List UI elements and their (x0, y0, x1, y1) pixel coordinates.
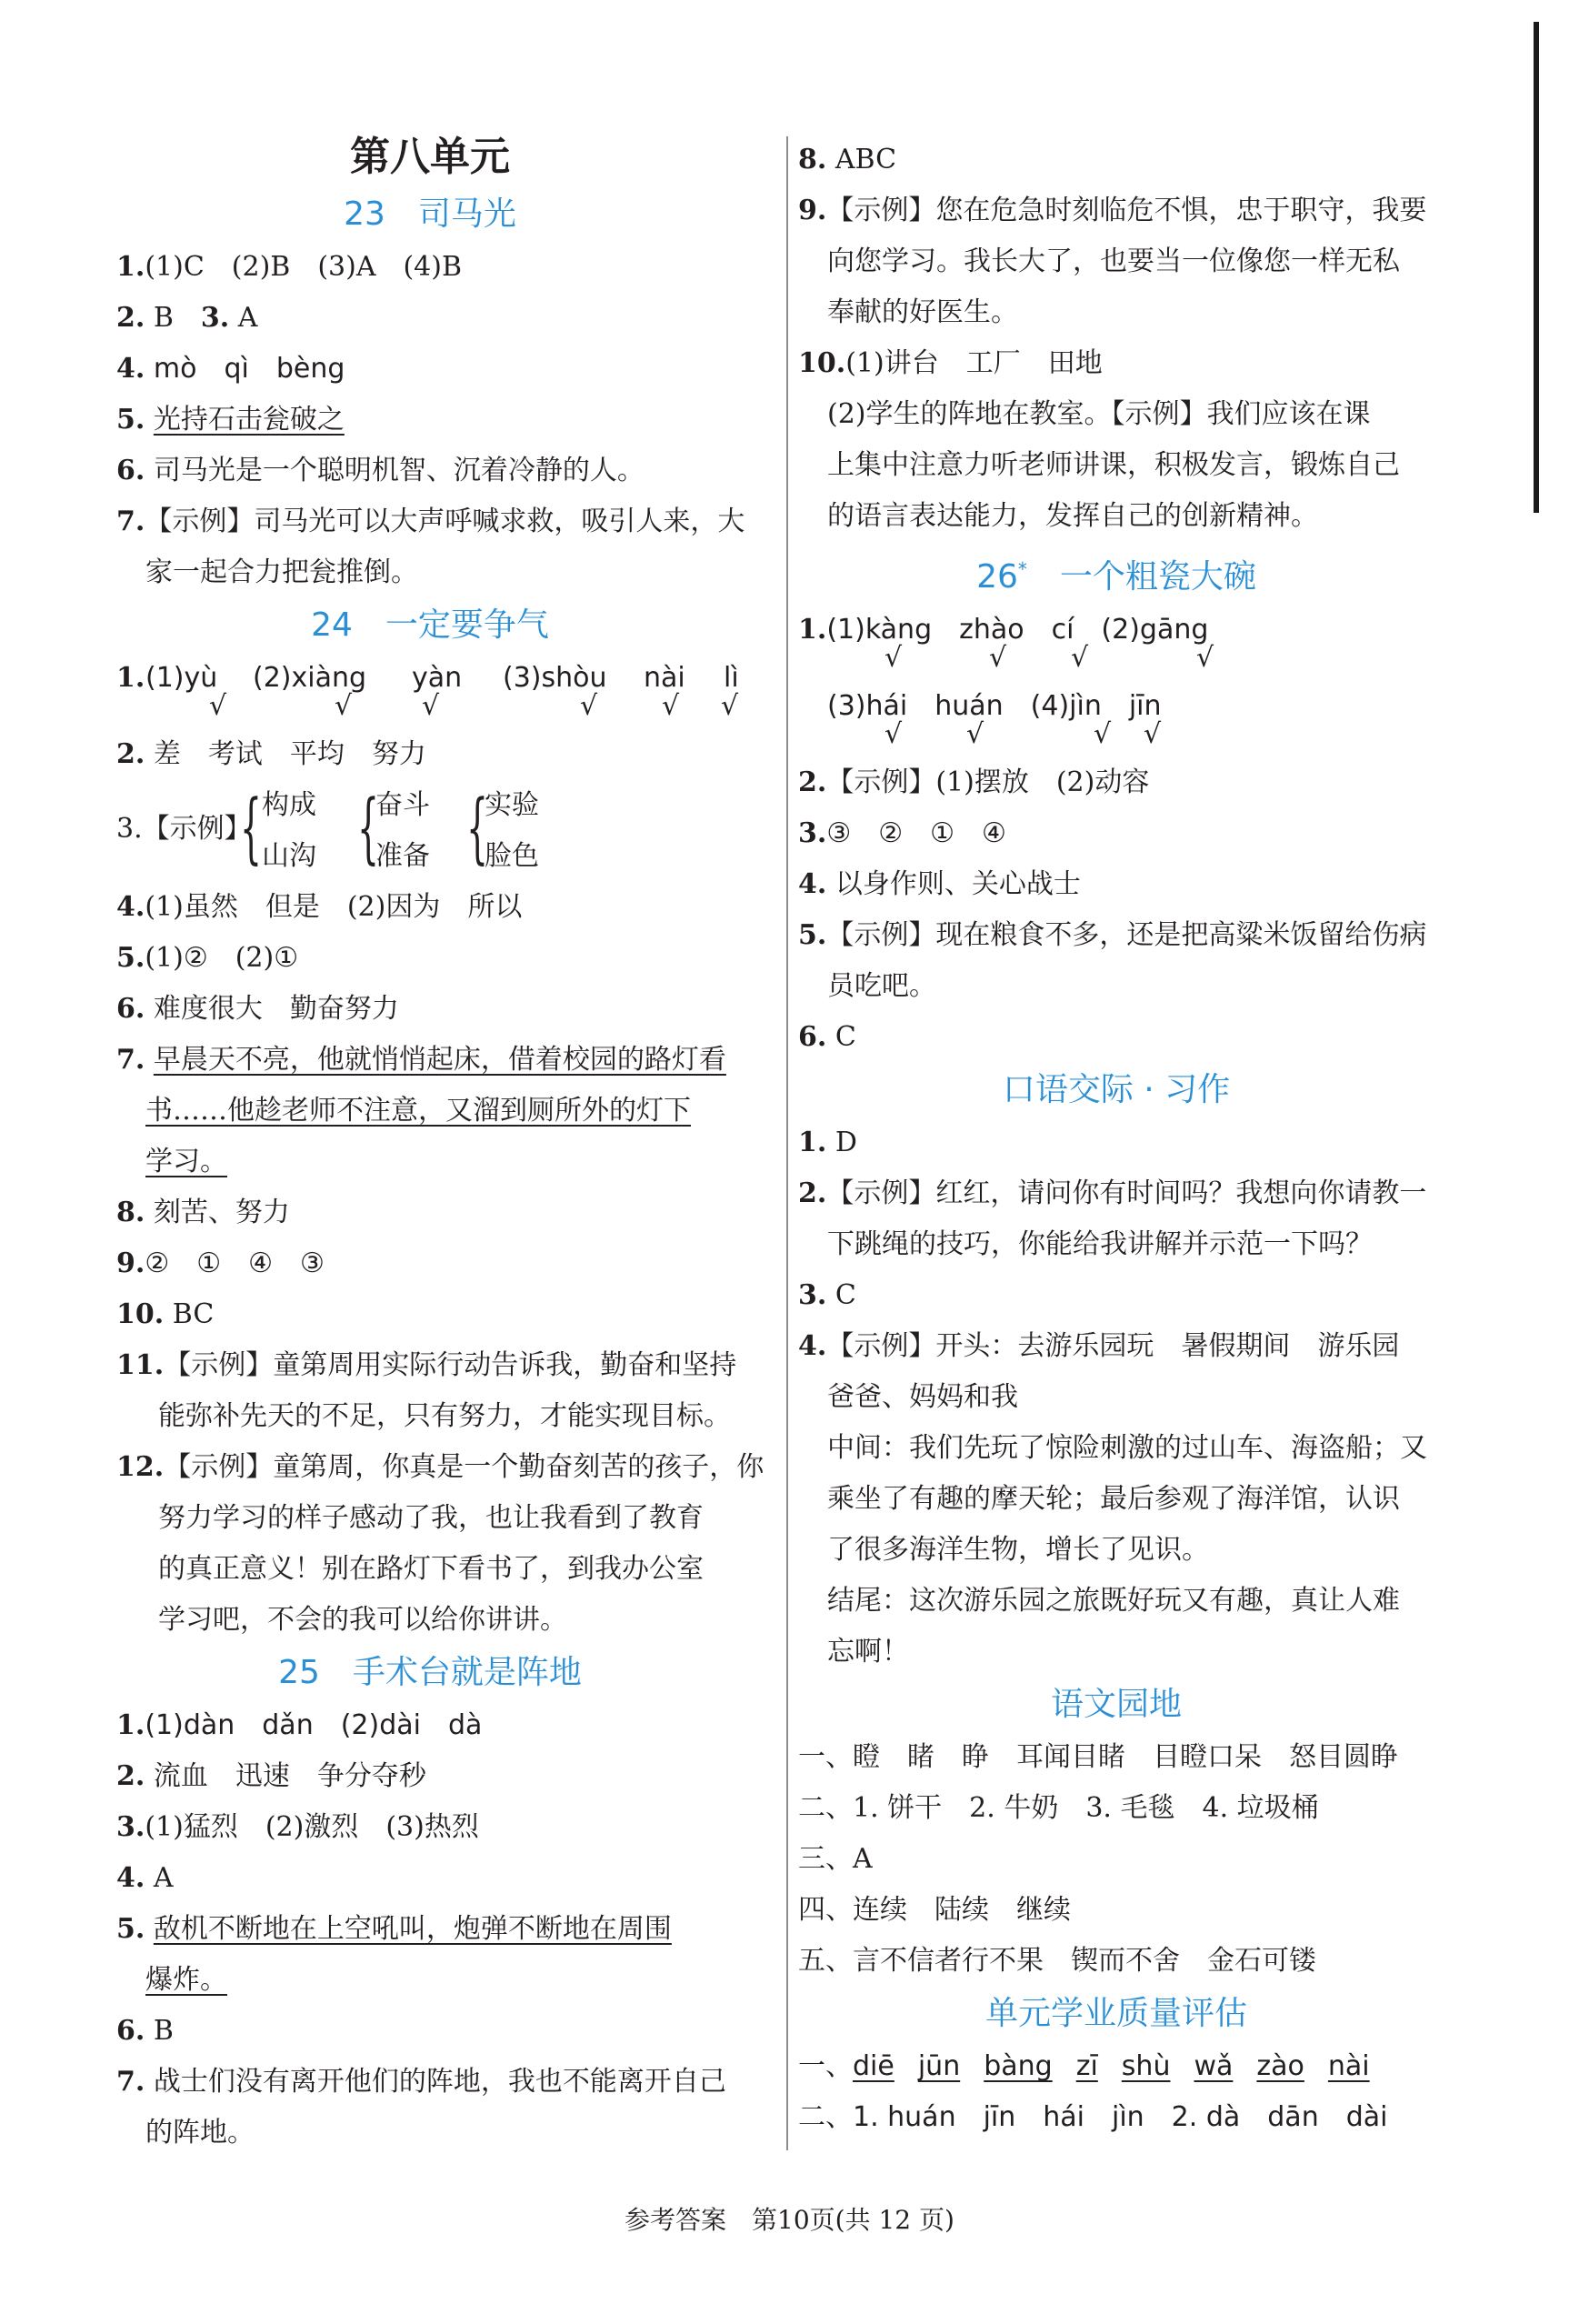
brace-icon: { (240, 783, 263, 872)
oral-q4-cont1: 爸爸、妈妈和我 (827, 1381, 1018, 1413)
l26-q6-text: C (834, 1021, 856, 1053)
oral-q3: 3. C (798, 1279, 856, 1311)
l24-q2: 2. 差 考试 平均 努力 (116, 738, 426, 770)
lesson-26-name: 一个粗瓷大碗 (1059, 558, 1256, 596)
l24-q2-text: 差 考试 平均 努力 (153, 738, 426, 770)
l26-q2: 2.【示例】(1)摆放 (2)动容 (798, 766, 1150, 798)
l26-q1-line1: (1)kàng zhào cí (2)gāng (826, 614, 1209, 646)
oral-q4-cont5: 结尾：这次游乐园之旅既好玩又有趣，真让人难 (827, 1585, 1400, 1617)
l24-q3-group-3: 实验 脸色 (485, 789, 539, 872)
l24-q5-text: (1)② (2)① (145, 942, 299, 974)
l24-q7-cont2 (116, 1137, 780, 1187)
oral-q3-text: C (834, 1279, 856, 1311)
l24-q1-py-3: yàn (412, 662, 463, 694)
l24-q9: 9.② ① ④ ③ (116, 1247, 325, 1279)
oral-q4-cont4: 了很多海洋生物，增长了见识。 (827, 1534, 1209, 1566)
l24-q3-group-1: 构成 山沟 (262, 789, 316, 872)
l25-q8-text: ABC (834, 144, 897, 175)
l24-q12: 12.【示例】童第周，你真是一个勤奋刻苦的孩子，你 (116, 1451, 765, 1483)
l24-q7-line1: 早晨天不亮，他就悄悄起床，借着校园的路灯看 (153, 1044, 726, 1076)
oral-q4-cont6: 忘啊！ (827, 1636, 909, 1668)
l23-q2-text: B (153, 302, 174, 334)
l23-q5: 5. 光持石击瓮破之 (116, 404, 345, 436)
l24-q7-cont (116, 1086, 780, 1137)
eval-s1 (798, 2041, 1471, 2092)
l25-q1: 1.(1)dàn dǎn (2)dài dà (116, 1709, 483, 1741)
l25-q1-text: (1)dàn dǎn (2)dài dà (145, 1709, 483, 1741)
check-mark: √ (209, 690, 227, 722)
l25-q5: 5. 敌机不断地在上空吼叫，炮弹不断地在周围 (116, 1913, 672, 1945)
l25-q10-cont1: (2)学生的阵地在教室。【示例】我们应该在课 (827, 398, 1371, 430)
page-edge-bar (1534, 22, 1539, 513)
l26-q6: 6. C (798, 1021, 856, 1053)
l26-q1: 1.(1)kàng zhào cí (2)gāng (798, 614, 1209, 646)
l24-q8-text: 刻苦、努力 (153, 1197, 290, 1228)
l24-q6-text: 难度很大 勤奋努力 (153, 993, 399, 1025)
l24-q12-cont3: 学习吧，不会的我可以给你讲讲。 (158, 1604, 567, 1636)
check-mark: √ (1196, 642, 1214, 674)
l24-q3-group-2: 奋斗 准备 (375, 789, 430, 872)
l23-q6-text: 司马光是一个聪明机智、沉着冷静的人。 (153, 455, 645, 486)
oral-q2-line1: 【示例】红红，请问你有时间吗？我想向你请教一 (826, 1177, 1427, 1209)
oral-q1-text: D (834, 1127, 857, 1158)
l23-q4: 4. mò qì bèng (116, 353, 345, 385)
l25-q4-text: A (153, 1862, 174, 1894)
lesson-26-number: 26 (976, 558, 1018, 596)
l24-q11-line1: 【示例】童第周用实际行动告诉我，勤奋和坚持 (164, 1349, 737, 1381)
l26-q4-text: 以身作则、关心战士 (834, 868, 1081, 900)
oral-q4: 4.【示例】开头：去游乐园玩 暑假期间 游乐园 (798, 1330, 1400, 1362)
l24-q7: 7. 早晨天不亮，他就悄悄起床，借着校园的路灯看 (116, 1044, 726, 1076)
l25-q9: 9.【示例】您在危急时刻临危不惧，忠于职守，我要 (798, 195, 1427, 226)
l24-q9-text: ② ① ④ ③ (145, 1247, 325, 1279)
l25-q6: 6. B (116, 2015, 174, 2047)
l25-q4: 4. A (116, 1862, 174, 1894)
lesson-25-title: 25 手术台就是阵地 (278, 1654, 582, 1691)
l24-q1-py-5: nài (644, 662, 685, 694)
pinyin-answer: zī (1075, 2050, 1098, 2082)
left-column (116, 127, 780, 2159)
l23-q4-text: mò qì bèng (153, 353, 345, 385)
check-mark: √ (1071, 642, 1089, 674)
l24-q1-py-4: (3)shòu (503, 662, 607, 694)
pinyin-answer: shù (1121, 2050, 1171, 2082)
l24-q7-line2: 书……他趁老师不注意，又溜到厕所外的灯下 (145, 1095, 691, 1127)
l23-q1-text: (1)C (2)B (3)A (4)B (145, 251, 463, 283)
l24-q5: 5.(1)② (2)① (116, 942, 299, 974)
l26-q1-line2: (3)hái huán (4)jìn jīn (827, 690, 1162, 722)
l23-q7-line1: 【示例】司马光可以大声呼喊求救，吸引人来，大 (145, 506, 745, 537)
oral-q4-cont3: 乘坐了有趣的摩天轮；最后参观了海洋馆，认识 (827, 1483, 1400, 1515)
l23-q7-cont: 家一起合力把瓮推倒。 (145, 556, 418, 588)
star-icon: * (1017, 558, 1027, 580)
l25-q9-line1: 【示例】您在危急时刻临危不惧，忠于职守，我要 (826, 195, 1427, 226)
pinyin-answer: zào (1256, 2050, 1304, 2082)
brace-icon: { (466, 783, 489, 872)
l24-q12-cont1: 努力学习的样子感动了我，也让我看到了教育 (158, 1502, 704, 1534)
l25-q3: 3.(1)猛烈 (2)激烈 (3)热烈 (116, 1811, 479, 1843)
l24-q11-cont: 能弥补先天的不足，只有努力，才能实现目标。 (158, 1400, 731, 1432)
check-mark: √ (580, 690, 598, 722)
l24-q12-line1: 【示例】童第周，你真是一个勤奋刻苦的孩子，你 (164, 1451, 765, 1483)
l25-q9-cont2: 奉献的好医生。 (827, 296, 1018, 328)
garden-s4: 四、连续 陆续 继续 (798, 1894, 1071, 1926)
l23-q6: 6. 司马光是一个聪明机智、沉着冷静的人。 (116, 455, 645, 486)
lesson-23-title: 23 司马光 (344, 195, 516, 233)
l23-q7: 7.【示例】司马光可以大声呼喊求救，吸引人来，大 (116, 506, 745, 537)
l26-q1-checks-2 (798, 719, 1471, 750)
check-mark: √ (721, 690, 739, 722)
garden-s5: 五、言不信者行不果 锲而不舍 金石可镂 (798, 1945, 1316, 1977)
l25-q6-text: B (153, 2015, 174, 2047)
eval-s2 (798, 2092, 1471, 2143)
garden-s2: 二、1. 饼干 2. 牛奶 3. 毛毯 4. 垃圾桶 (798, 1792, 1319, 1824)
oral-q4-cont2: 中间：我们先玩了惊险刺激的过山车、海盗船；又 (827, 1432, 1427, 1464)
unit-evaluation-title: 单元学业质量评估 (984, 1995, 1247, 2032)
l24-q4: 4.(1)虽然 但是 (2)因为 所以 (116, 891, 523, 923)
l26-q5-line1: 【示例】现在粮食不多，还是把高粱米饭留给伤病 (826, 919, 1427, 951)
oral-q2: 2.【示例】红红，请问你有时间吗？我想向你请教一 (798, 1177, 1427, 1209)
check-mark: √ (884, 642, 903, 674)
oral-writing-title: 口语交际 · 习作 (1002, 1071, 1231, 1108)
l24-q1-py-2: (2)xiàng (253, 662, 367, 694)
pinyin-answer: wǎ (1194, 2050, 1234, 2082)
brace-icon: { (357, 783, 380, 872)
l24-q1-py-6: lì (724, 662, 739, 694)
l25-q2: 2. 流血 迅速 争分夺秒 (116, 1760, 426, 1792)
oral-q2-cont: 下跳绳的技巧，你能给我讲解并示范一下吗？ (827, 1228, 1373, 1260)
garden-s3: 三、A (798, 1843, 873, 1875)
l25-q2-text: 流血 迅速 争分夺秒 (153, 1760, 426, 1792)
right-column (798, 135, 1471, 2143)
check-mark: √ (966, 718, 984, 750)
pinyin-answer: nài (1327, 2050, 1370, 2082)
pinyin-answer: jūn (917, 2050, 961, 2082)
column-divider (786, 136, 788, 2150)
l23-q1: 1.(1)C (2)B (3)A (4)B (116, 251, 463, 283)
l25-q10-cont2: 上集中注意力听老师讲课，积极发言，锻炼自己 (827, 449, 1400, 481)
l24-q10-text: BC (172, 1298, 215, 1330)
l25-q10-cont3: 的语言表达能力，发挥自己的创新精神。 (827, 500, 1318, 532)
l24-q12-cont2: 的真正意义！别在路灯下看书了，到我办公室 (158, 1553, 704, 1585)
l24-q10: 10. BC (116, 1298, 215, 1330)
check-mark: √ (989, 642, 1007, 674)
l26-q3-text: ③ ② ① ④ (826, 817, 1006, 849)
l25-q7-cont: 的阵地。 (145, 2117, 255, 2149)
page-footer: 参考答案 第10页(共 12 页) (625, 2205, 954, 2235)
l25-q5-line2: 爆炸。 (145, 1964, 227, 1996)
l26-q1-checks-1 (798, 643, 1471, 674)
check-mark: √ (335, 690, 353, 722)
l23-q2-3: 2. B 3. A (116, 302, 258, 334)
l25-q10: 10.(1)讲台 工厂 田地 (798, 347, 1103, 379)
l23-q5-text: 光持石击瓮破之 (153, 404, 345, 436)
l24-q4-text: (1)虽然 但是 (2)因为 所以 (145, 891, 523, 923)
pinyin-answer: bàng (984, 2050, 1053, 2082)
l24-q1-py-1: (1)yù (145, 662, 218, 694)
l25-q5-line1: 敌机不断地在上空吼叫，炮弹不断地在周围 (153, 1913, 672, 1945)
check-mark: √ (422, 690, 440, 722)
l26-q5: 5.【示例】现在粮食不多，还是把高粱米饭留给伤病 (798, 919, 1427, 951)
l25-q7: 7. 战士们没有离开他们的阵地，我也不能离开自己 (116, 2066, 726, 2098)
pinyin-answer: diē (853, 2050, 894, 2082)
chinese-garden-title: 语文园地 (1050, 1686, 1182, 1723)
l23-q3-text: A (237, 302, 258, 334)
lesson-24-title: 24 一定要争气 (311, 606, 549, 644)
unit-title: 第八单元 (350, 134, 510, 180)
l25-q10-line1: (1)讲台 工厂 田地 (845, 347, 1103, 379)
l25-q7-line1: 战士们没有离开他们的阵地，我也不能离开自己 (153, 2066, 726, 2098)
l24-q3-label: 【示例】 (142, 813, 252, 845)
l24-q11: 11.【示例】童第周用实际行动告诉我，勤奋和坚持 (116, 1349, 737, 1381)
check-mark: √ (1144, 718, 1162, 750)
l25-q8: 8. ABC (798, 144, 897, 175)
l26-q3: 3.③ ② ① ④ (798, 817, 1006, 849)
garden-s1: 一、瞪 睹 睁 耳闻目睹 目瞪口呆 怒目圆睁 (798, 1741, 1398, 1773)
l26-q5-cont: 员吃吧。 (827, 970, 936, 1002)
l26-q2-text: 【示例】(1)摆放 (2)动容 (826, 766, 1150, 798)
check-mark: √ (1094, 718, 1112, 750)
l25-q9-cont1: 向您学习。我长大了，也要当一位像您一样无私 (827, 245, 1400, 277)
l24-q8: 8. 刻苦、努力 (116, 1197, 290, 1228)
l24-q3: 3.【示例】 { 构成 山沟 { 奋斗 准备 { 实验 脸色 (116, 780, 780, 882)
l24-q7-line3: 学习。 (145, 1146, 227, 1177)
l24-q1: 1. (1)yù (2)xiàng yàn (3)shòu nài lì (116, 653, 780, 704)
lesson-26-title (762, 542, 1471, 605)
eval-s2-text: 二、1. huán jīn hái jìn 2. dà dān dài (798, 2101, 1388, 2133)
eval-s1-label: 一、 (798, 2050, 853, 2082)
check-mark: √ (884, 718, 903, 750)
l24-q6: 6. 难度很大 勤奋努力 (116, 993, 399, 1025)
l25-q3-text: (1)猛烈 (2)激烈 (3)热烈 (145, 1811, 479, 1843)
l25-q5-cont (116, 1955, 780, 2006)
oral-q1: 1. D (798, 1127, 857, 1158)
l26-q4: 4. 以身作则、关心战士 (798, 868, 1081, 900)
check-mark: √ (662, 690, 680, 722)
oral-q4-line1: 【示例】开头：去游乐园玩 暑假期间 游乐园 (826, 1330, 1400, 1362)
l24-q1-checks (116, 691, 780, 722)
